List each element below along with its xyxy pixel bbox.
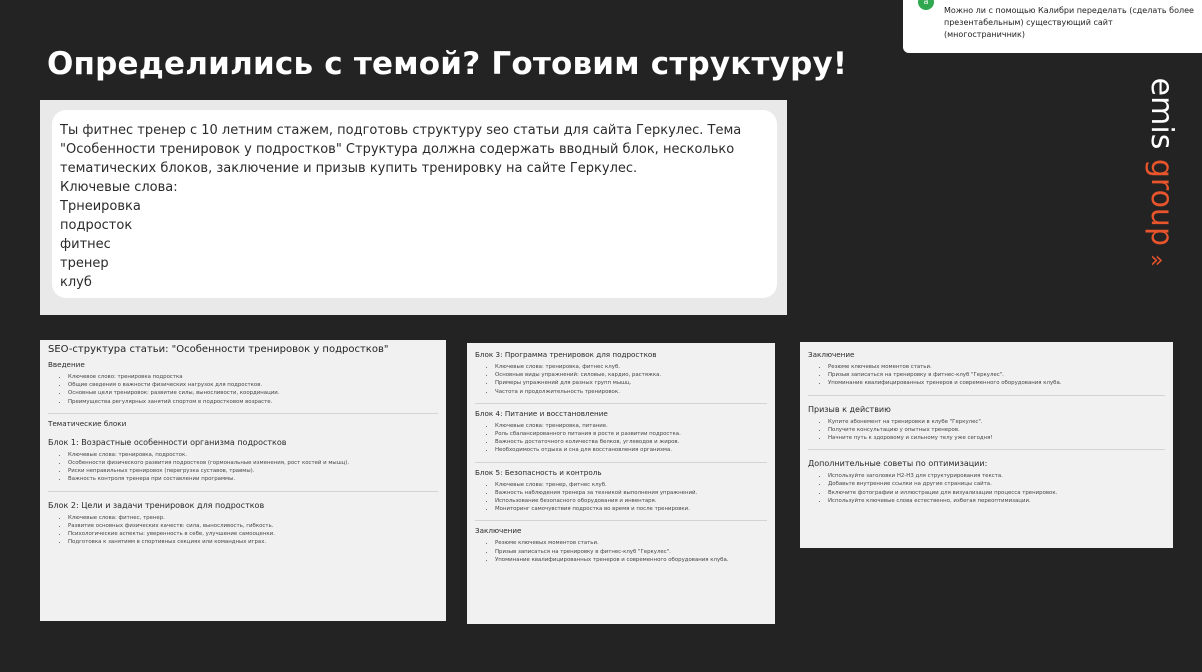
prompt-line: тренер bbox=[60, 256, 109, 271]
list-item: • Используйте заголовки H2-H3 для структурирования текста. bbox=[828, 472, 1165, 480]
list-item: • Ключевое слово: тренировка подростка bbox=[68, 373, 438, 381]
divider bbox=[808, 449, 1165, 450]
list-item: • Особенности физического развития подростков (гормональные изменения, рост костей и мышц). bbox=[68, 459, 438, 467]
block-heading: Блок 4: Питание и восстановление bbox=[475, 408, 608, 418]
cta-heading: Призыв к действию bbox=[808, 404, 891, 414]
list-item: • Получите консультацию у опытных тренеров. bbox=[828, 426, 1165, 434]
section-heading: Введение bbox=[48, 360, 85, 369]
prompt-line: клуб bbox=[60, 275, 92, 290]
divider bbox=[808, 395, 1165, 396]
block4-list bbox=[475, 422, 767, 455]
block-heading: Блок 1: Возрастные особенности организма подростков bbox=[48, 437, 287, 447]
section-heading: Тематические блоки bbox=[48, 418, 127, 428]
list-item: • Роль сбалансированного питания в росте и развитии подростка. bbox=[495, 430, 767, 438]
list-item: • Начните путь к здоровому и сильному телу уже сегодня! bbox=[828, 434, 1165, 442]
block1-list bbox=[48, 451, 438, 484]
response-screenshot-2 bbox=[467, 343, 775, 624]
list-item: • Преимущества регулярных занятий спортом в подростковом возрасте. bbox=[68, 398, 438, 406]
list-item: • Ключевые слова: тренировка, питание. bbox=[495, 422, 767, 430]
block-heading: Блок 2: Цели и задачи тренировок для подростков bbox=[48, 500, 265, 510]
brand-text-accent: group bbox=[1144, 158, 1179, 246]
chat-notification[interactable] bbox=[903, 0, 1202, 53]
tips-heading: Дополнительные советы по оптимизации: bbox=[808, 459, 988, 469]
list-item: • Используйте ключевые слова естественно, избегая переоптимизации. bbox=[828, 497, 1165, 505]
conclusion-list bbox=[475, 539, 767, 564]
list-item: • Важность достаточного количества белков, углеводов и жиров. bbox=[495, 438, 767, 446]
list-item: • Мониторинг самочувствия подростка во время и после тренировки. bbox=[495, 505, 767, 513]
divider bbox=[48, 413, 438, 414]
response-screenshot-3 bbox=[800, 342, 1173, 548]
list-item: • Важность контроля тренера при составлении программы. bbox=[68, 475, 438, 483]
list-item: • Необходимость отдыха и сна для восстановления организма. bbox=[495, 446, 767, 454]
list-item: • Добавьте внутренние ссылки на другие страницы сайта. bbox=[828, 480, 1165, 488]
list-item: • Основные виды упражнений: силовые, кардио, растяжка. bbox=[495, 371, 767, 379]
list-item: • Упоминание квалифицированных тренеров и современного оборудования клуба. bbox=[495, 556, 767, 564]
prompt-line: "Особенности тренировок у подростков" Структура должна содержать вводный блок, несколько bbox=[60, 142, 735, 157]
block-heading: Блок 3: Программа тренировок для подростков bbox=[475, 350, 657, 359]
list-item: • Ключевые слова: тренировка, фитнес клуб. bbox=[495, 363, 767, 371]
prompt-line: Трнеировка bbox=[60, 199, 141, 214]
tips-list bbox=[808, 472, 1165, 505]
list-item: • Развитие основных физических качеств: сила, выносливость, гибкость. bbox=[68, 522, 438, 530]
list-item: • Упоминание квалифицированных тренеров и современного оборудования клуба. bbox=[828, 379, 1165, 387]
block-heading: Блок 5: Безопасность и контроль bbox=[475, 467, 602, 477]
list-item: • Основные цели тренировок: развитие силы, выносливости, координации. bbox=[68, 389, 438, 397]
list-item: • Ключевые слова: тренировка, подросток. bbox=[68, 451, 438, 459]
list-item: • Использование безопасного оборудования и инвентаря. bbox=[495, 497, 767, 505]
divider bbox=[48, 491, 438, 492]
list-item: • Резюме ключевых моментов статьи. bbox=[495, 539, 767, 547]
brand-arrow-icon: » bbox=[1150, 248, 1164, 273]
prompt-line: фитнес bbox=[60, 237, 111, 252]
chat-avatar: а bbox=[918, 0, 934, 10]
conclusion-heading: Заключение bbox=[808, 350, 855, 359]
brand-logo bbox=[1132, 60, 1190, 273]
list-item: • Примеры упражнений для разных групп мышц. bbox=[495, 379, 767, 387]
cta-list bbox=[808, 418, 1165, 443]
prompt-line: тематических блоков, заключение и призыв купить тренировку на сайте Геркулес. bbox=[60, 161, 638, 176]
prompt-line: подросток bbox=[60, 218, 133, 233]
prompt-card bbox=[52, 110, 777, 298]
divider bbox=[475, 462, 767, 463]
list-item: • Резюме ключевых моментов статьи. bbox=[828, 363, 1165, 371]
block5-list bbox=[475, 481, 767, 514]
list-item: • Важность наблюдения тренера за техникой выполнения упражнений. bbox=[495, 489, 767, 497]
list-item: • Включите фотографии и иллюстрации для визуализации процесса тренировок. bbox=[828, 489, 1165, 497]
list-item: • Ключевые слова: фитнес, тренер. bbox=[68, 514, 438, 522]
list-item: • Психологические аспекты: уверенность в себе, улучшение самооценки. bbox=[68, 530, 438, 538]
list-item: • Риски неправильных тренировок (перегрузка суставов, травмы). bbox=[68, 467, 438, 475]
chat-message: Можно ли с помощью Калибри переделать (сделать более презентабельным) существующий сайт (многостраничник) bbox=[944, 6, 1194, 39]
conclusion-heading: Заключение bbox=[475, 526, 522, 536]
prompt-line: Ключевые слова: bbox=[60, 180, 178, 195]
list-item: • Подготовка к занятиям в спортивных секциях или командных играх. bbox=[68, 538, 438, 546]
prompt-line: Ты фитнес тренер с 10 летним стажем, подготовь структуру seo статьи для сайта Геркулес. Тема bbox=[60, 123, 742, 138]
list-item: • Купите абонемент на тренировки в клубе "Геркулес". bbox=[828, 418, 1165, 426]
list-item: • Общие сведения о важности физических нагрузок для подростков. bbox=[68, 381, 438, 389]
list-item: • Частота и продолжительность тренировок. bbox=[495, 388, 767, 396]
response-screenshot-1 bbox=[40, 340, 446, 621]
block3-list bbox=[475, 363, 767, 396]
brand-logo-text bbox=[1132, 56, 1190, 246]
list-item: • Призыв записаться на тренировку в фитнес-клуб "Геркулес". bbox=[495, 548, 767, 556]
list-item: • Призыв записаться на тренировку в фитнес-клуб "Геркулес". bbox=[828, 371, 1165, 379]
conclusion-list bbox=[808, 363, 1165, 388]
list-item: • Ключевые слова: тренер, фитнес клуб. bbox=[495, 481, 767, 489]
brand-text-main: emis bbox=[1144, 77, 1179, 159]
article-structure-title: SEO-структура статьи: "Особенности тренировок у подростков" bbox=[48, 344, 389, 355]
intro-list bbox=[48, 373, 438, 406]
divider bbox=[475, 520, 767, 521]
block2-list bbox=[48, 514, 438, 547]
divider bbox=[475, 403, 767, 404]
slide-title: Определились с темой? Готовим структуру! bbox=[47, 46, 848, 82]
